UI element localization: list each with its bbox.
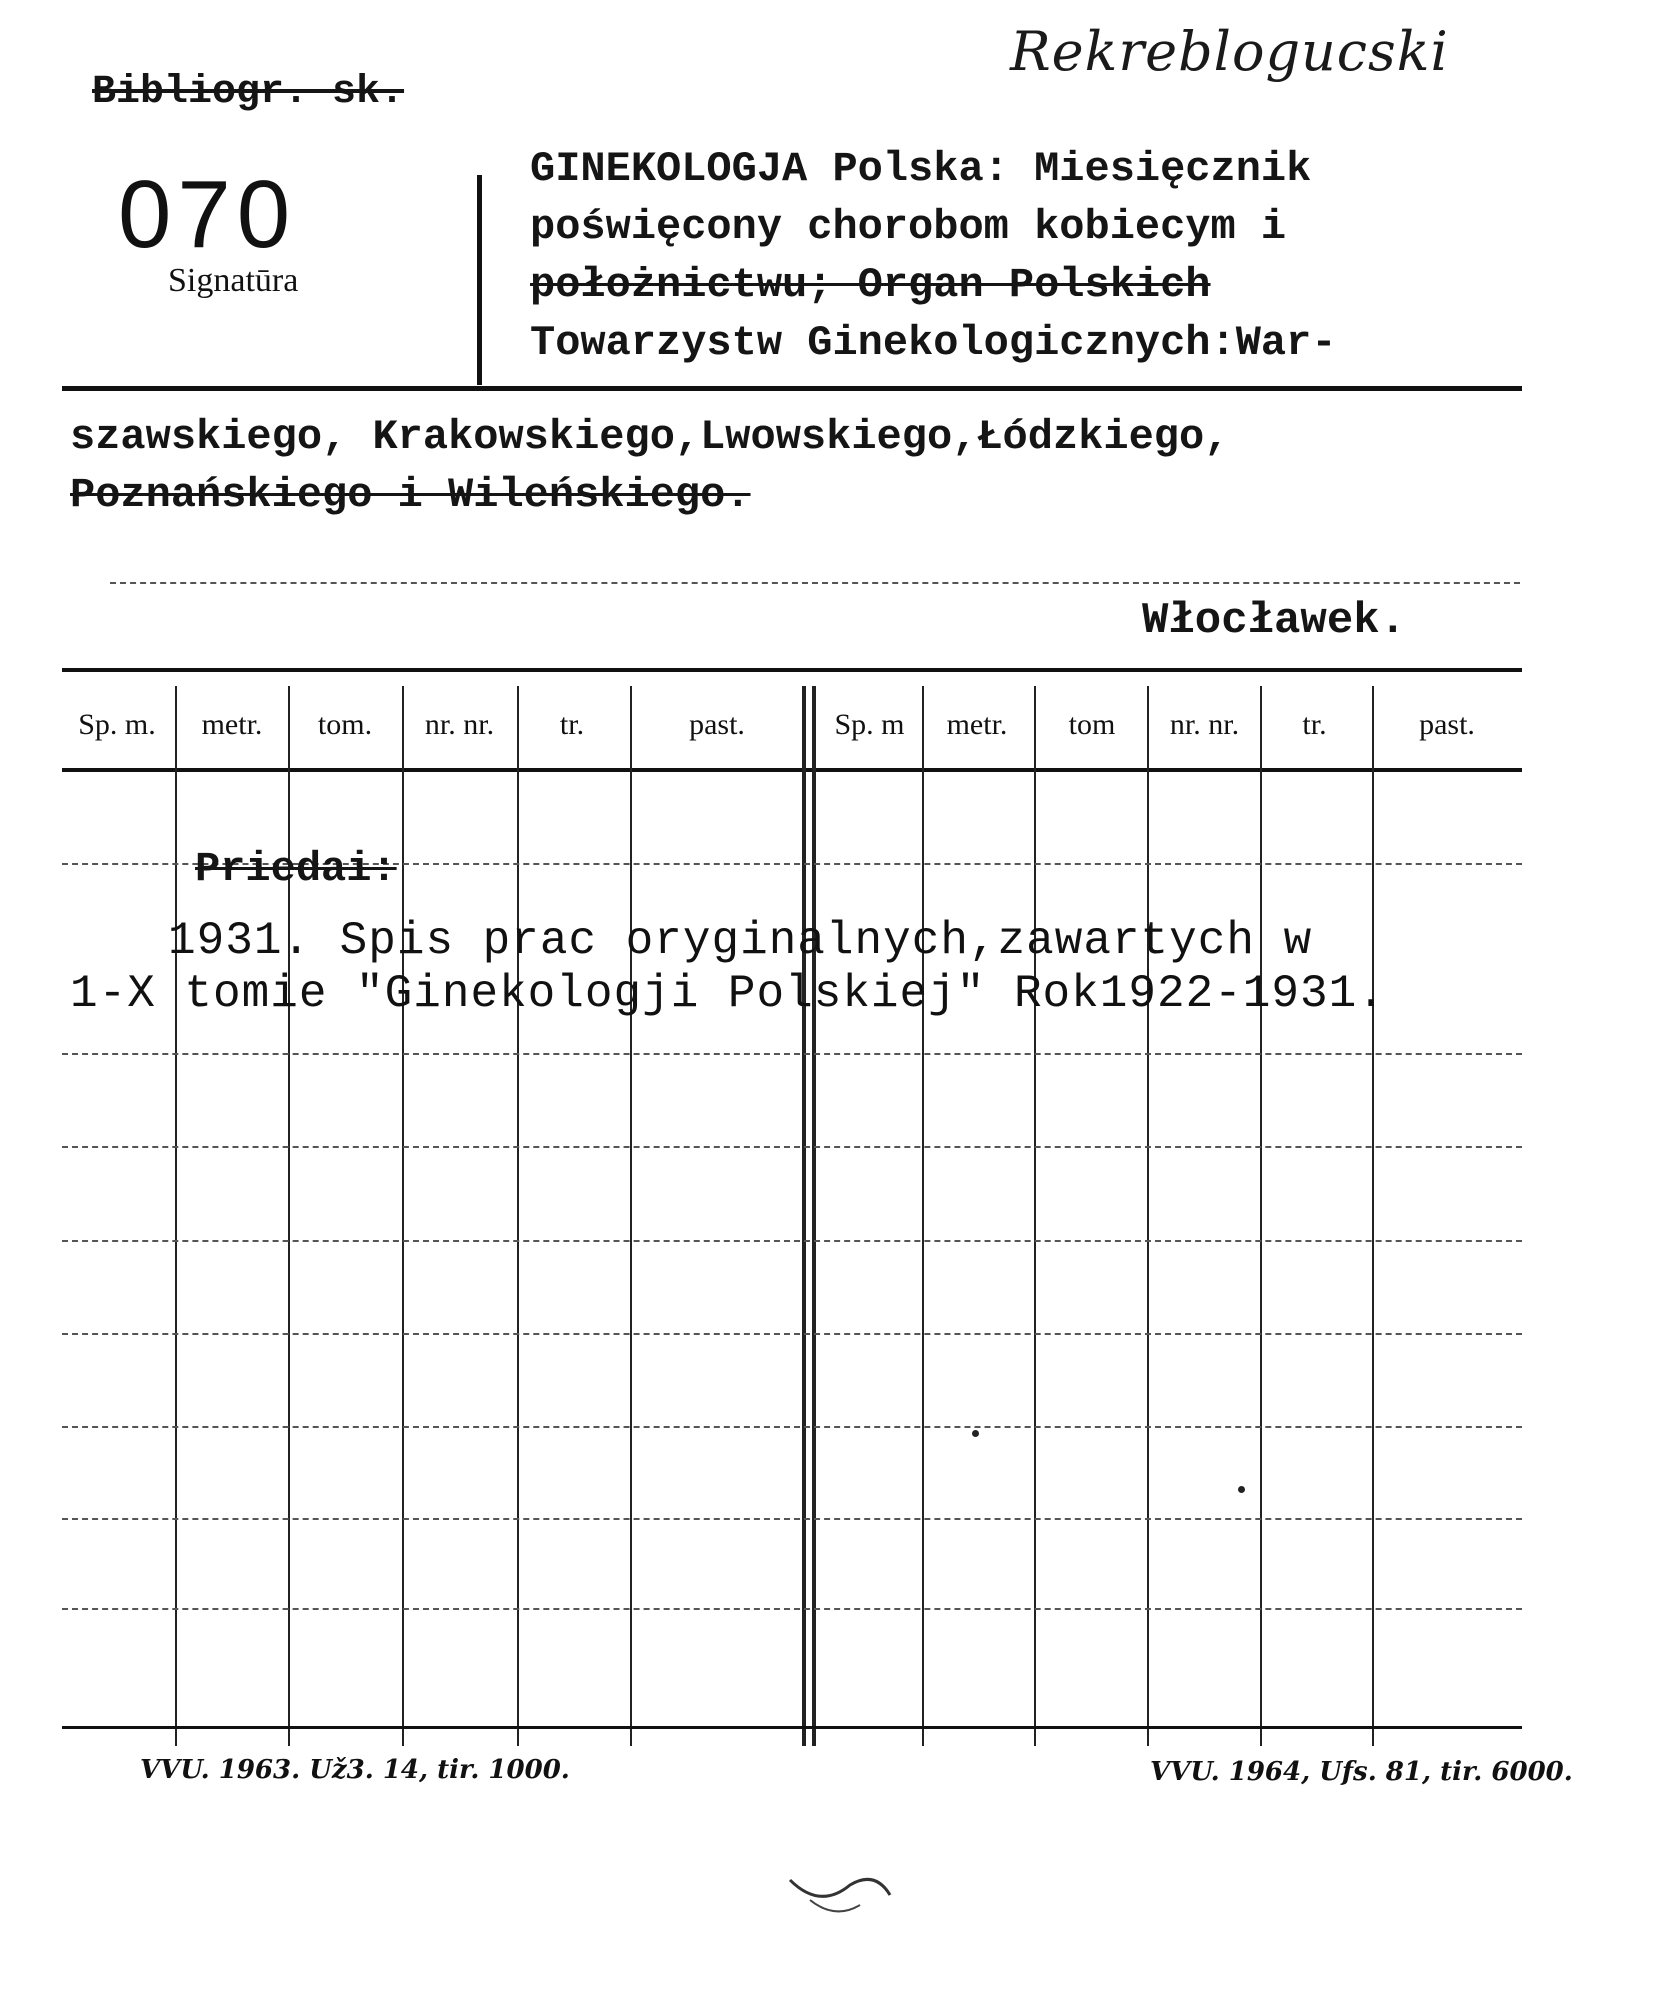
header-tom-right: tom bbox=[1068, 708, 1116, 741]
bibliography-mark: Bibliogr. sk. bbox=[92, 70, 405, 115]
header-nrnr-left: nr. nr. bbox=[424, 708, 495, 741]
table-header-rule bbox=[62, 768, 1522, 772]
column-rule bbox=[402, 686, 404, 1746]
signature-number: 070 bbox=[118, 161, 297, 268]
column-rule bbox=[175, 686, 177, 1746]
scan-smudge bbox=[780, 1840, 900, 1930]
column-rule bbox=[922, 686, 924, 1746]
header-past-left: past. bbox=[689, 708, 745, 741]
scan-speck bbox=[972, 1430, 979, 1437]
dashed-rule bbox=[110, 582, 1520, 584]
header-tom-left: tom. bbox=[317, 708, 373, 741]
holdings-table bbox=[62, 668, 1522, 1748]
header-rule bbox=[62, 386, 1522, 391]
column-rule bbox=[1372, 686, 1374, 1746]
signature-label: Signatūra bbox=[168, 262, 299, 299]
row-rule bbox=[62, 1608, 1522, 1610]
column-rule bbox=[1034, 686, 1036, 1746]
header-tr-left: tr. bbox=[559, 708, 585, 741]
title-line-2: poświęcony chorobom kobiecym i bbox=[530, 203, 1287, 251]
row-rule bbox=[62, 1426, 1522, 1428]
title-line-1: GINEKOLOGJA Polska: Miesięcznik bbox=[530, 145, 1312, 193]
row-rule bbox=[62, 1053, 1522, 1055]
title-line-4: Towarzystw Ginekologicznych:War- bbox=[530, 319, 1337, 367]
row-rule bbox=[62, 1146, 1522, 1148]
row-rule bbox=[62, 1518, 1522, 1520]
header-metr-right: metr. bbox=[946, 708, 1008, 741]
column-rule bbox=[1147, 686, 1149, 1746]
header-sp-m-right: Sp. m bbox=[834, 708, 905, 741]
handwritten-note: Rekreblogucski bbox=[1010, 20, 1449, 83]
column-rule bbox=[1260, 686, 1262, 1746]
center-double-rule bbox=[802, 686, 806, 1746]
column-rule bbox=[517, 686, 519, 1746]
place-of-publication: Włocławek. bbox=[1142, 596, 1407, 646]
header-sp-m-left: Sp. m. bbox=[78, 708, 156, 741]
scan-speck bbox=[1238, 1486, 1245, 1493]
row-rule bbox=[62, 1240, 1522, 1242]
title-block bbox=[530, 140, 1630, 372]
header-metr-left: metr. bbox=[201, 708, 263, 741]
header-divider bbox=[477, 175, 482, 385]
row-rule bbox=[62, 1333, 1522, 1335]
title-continued bbox=[70, 408, 1229, 524]
table-top-rule bbox=[62, 668, 1522, 672]
title-cont-line-2: Poznańskiego i Wileńskiego. bbox=[70, 471, 751, 519]
header-past-right: past. bbox=[1419, 708, 1475, 741]
table-bottom-rule bbox=[62, 1726, 1522, 1729]
footer-print-mark-left: VVU. 1963. Už3. 14, tir. 1000. bbox=[140, 1755, 570, 1785]
appendix-line-1: 1931. Spis prac oryginalnych,zawartych w bbox=[168, 915, 1313, 967]
header-nrnr-right: nr. nr. bbox=[1169, 708, 1240, 741]
appendix-line-2: 1-X tomie "Ginekologji Polskiej" Rok1922-1931. bbox=[70, 968, 1386, 1020]
title-line-3: położnictwu; Organ Polskich bbox=[530, 261, 1211, 309]
column-rule bbox=[630, 686, 632, 1746]
header-tr-right: tr. bbox=[1302, 708, 1327, 741]
footer-print-mark-right: VVU. 1964, Ufs. 81, tir. 6000. bbox=[1150, 1757, 1573, 1787]
center-double-rule bbox=[812, 686, 816, 1746]
title-cont-line-1: szawskiego, Krakowskiego,Lwowskiego,Łódzkiego, bbox=[70, 413, 1230, 461]
appendix-label: Priedai: bbox=[195, 845, 397, 893]
